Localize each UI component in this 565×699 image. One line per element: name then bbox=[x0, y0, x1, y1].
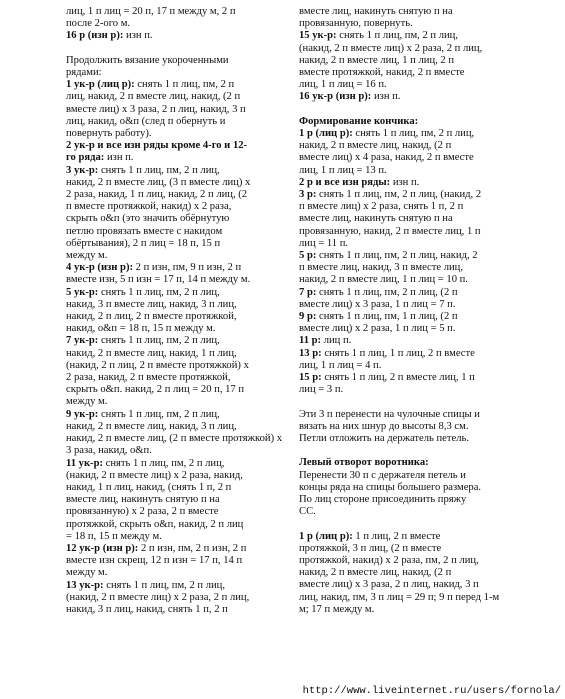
instruction-row bbox=[299, 91, 535, 103]
text-line: накид, 2 п лиц, 2 п вместе протяжкой, bbox=[66, 311, 237, 323]
instruction-row bbox=[66, 262, 288, 286]
text-line: накид, 3 п вместе лиц, накид, 3 п лиц, bbox=[66, 298, 237, 310]
text-line: концы ряда на спицы большего размера. bbox=[299, 481, 482, 493]
text-line: 3 раза, накид, о&п. bbox=[66, 445, 152, 457]
text-line: го ряда: изн п. bbox=[66, 152, 134, 164]
text-line: петлю провязать вместе с накидом bbox=[66, 225, 223, 237]
instruction-row bbox=[299, 128, 535, 177]
text-line: вместе лиц) x 2 раза, 1 п лиц = 5 п. bbox=[299, 323, 456, 335]
text-line: вместе лиц) x 4 раза, накид, 2 п вместе bbox=[299, 152, 474, 164]
instruction-row bbox=[299, 30, 535, 91]
text-line: = 18 п, 15 п между м. bbox=[66, 530, 162, 542]
text-line: 1 р (лиц р): снять 1 п лиц, пм, 2 п лиц, bbox=[299, 128, 475, 140]
instruction-row bbox=[66, 140, 288, 164]
text-line: вместе лиц) x 3 раза, 2 п лиц, накид, 3 п bbox=[299, 579, 479, 591]
text-line: между м. bbox=[66, 396, 108, 408]
text-line: (накид, 2 п лиц, 2 п вместе протяжкой) x bbox=[66, 359, 249, 371]
text-line: Эти 3 п перенести на чулочные спицы и bbox=[299, 408, 480, 420]
text-line: 5 р: снять 1 п лиц, пм, 2 п лиц, накид, 2 bbox=[299, 250, 478, 262]
text-line: лиц, 1 п лиц = 20 п, 17 п между м, 2 п bbox=[66, 6, 236, 17]
section-heading bbox=[299, 457, 535, 469]
text-line: 7 р: снять 1 п лиц, пм, 2 п лиц, (2 п bbox=[299, 286, 458, 298]
left-column bbox=[66, 6, 288, 616]
paragraph bbox=[299, 409, 535, 446]
paragraph-gap bbox=[66, 43, 288, 55]
instruction-row bbox=[299, 348, 535, 372]
text-line: провязанную) x 2 раза, 2 п вместе bbox=[66, 506, 219, 518]
instruction-row bbox=[66, 30, 288, 42]
text-line: вязать на них шнур до высоты 8,3 см. bbox=[299, 420, 469, 432]
text-line: 11 р: лиц п. bbox=[299, 335, 352, 347]
text-line: лиц = 11 п. bbox=[299, 237, 349, 249]
text-line: вместе лиц, накинуть снятую п на bbox=[66, 494, 220, 506]
text-line: накид, 1 п лиц, накид, (снять 1 п, 2 п bbox=[66, 481, 232, 493]
text-line: 1 р (лиц р): 1 п лиц, 2 п вместе bbox=[299, 530, 441, 542]
instruction-row bbox=[299, 335, 535, 347]
text-line: (накид, 2 п вместе лиц) x 2 раза, 2 п лиц, bbox=[66, 591, 250, 603]
text-line: лиц, накид, 2 п вместе лиц, накид, (2 п bbox=[66, 91, 241, 103]
instruction-row bbox=[299, 372, 535, 396]
text-line: 3 р: снять 1 п лиц, пм, 2 п лиц, (накид, 2 bbox=[299, 189, 482, 201]
text-line: Продолжить вязание укороченными bbox=[66, 54, 229, 66]
text-line: лиц, накид, о&п (след п обернуть и bbox=[66, 115, 226, 127]
text-line: Левый отворот воротника: bbox=[299, 457, 429, 469]
text-line: 3 ук-р: снять 1 п лиц, пм, 2 п лиц, bbox=[66, 164, 220, 176]
text-line: 13 р: снять 1 п лиц, 1 п лиц, 2 п вместе bbox=[299, 347, 475, 359]
instruction-row bbox=[299, 287, 535, 311]
text-line: лиц, 1 п лиц = 4 п. bbox=[299, 359, 382, 371]
text-line: накид, 3 п лиц, накид, снять 1 п, 2 п bbox=[66, 603, 228, 615]
text-line: 2 ук-р и все изн ряды кроме 4-го и 12- bbox=[66, 140, 248, 152]
text-line: протяжкой, накид) x 2 раза, пм, 2 п лиц, bbox=[299, 555, 479, 567]
paragraph bbox=[66, 55, 288, 79]
text-line: накид, 2 п вместе лиц, накид, 1 п лиц, bbox=[66, 347, 237, 359]
text-line: 15 р: снять 1 п лиц, 2 п вместе лиц, 1 п bbox=[299, 372, 475, 384]
instruction-row bbox=[299, 177, 535, 189]
text-line: Перенести 30 п с держателя петель и bbox=[299, 469, 466, 481]
instruction-row bbox=[66, 335, 288, 408]
section-heading bbox=[299, 116, 535, 128]
text-line: накид, 2 п вместе лиц, 1 п лиц = 10 п. bbox=[299, 274, 468, 286]
text-line: 2 раза, накид, 1 п лиц, накид, 2 п лиц, (2 bbox=[66, 189, 248, 201]
text-line: п вместе лиц) x 2 раза, снять 1 п, 2 п bbox=[299, 201, 464, 213]
text-line: 5 ук-р: снять 1 п лиц, пм, 2 п лиц, bbox=[66, 286, 220, 298]
text-line: накид, 2 п вместе лиц, (2 п вместе протяжкой) x bbox=[66, 433, 283, 445]
text-line: вместе изн скрещ, 12 п изн = 17 п, 14 п bbox=[66, 555, 243, 567]
text-line: провязанную, накид, 2 п вместе лиц, 1 п bbox=[299, 225, 481, 237]
right-column bbox=[299, 6, 535, 616]
instruction-row bbox=[66, 580, 288, 617]
text-line: вместе изн, 5 п изн = 17 п, 14 п между м. bbox=[66, 274, 251, 286]
text-line: м; 17 п между м. bbox=[299, 603, 375, 615]
text-line: скрыть о&п (это значить обёрнутую bbox=[66, 213, 230, 225]
text-line: рядами: bbox=[66, 67, 102, 78]
paragraph-gap bbox=[299, 104, 535, 116]
paragraph-gap bbox=[299, 518, 535, 530]
text-line: По лиц стороне присоединить пряжу bbox=[299, 494, 467, 506]
text-line: накид, 2 п вместе лиц, накид, 3 п лиц, bbox=[66, 420, 237, 432]
paragraph bbox=[299, 470, 535, 519]
instruction-row bbox=[66, 79, 288, 140]
text-line: 13 ук-р: снять 1 п лиц, пм, 2 п лиц, bbox=[66, 579, 225, 591]
text-line: лиц = 3 п. bbox=[299, 384, 344, 396]
text-line: п вместе лиц, накид, 3 п вместе лиц, bbox=[299, 262, 463, 274]
text-line: 9 р: снять 1 п лиц, пм, 1 п лиц, (2 п bbox=[299, 311, 458, 323]
text-line: накид, 2 п вместе лиц, накид, (2 п bbox=[299, 567, 452, 579]
text-line: скрыть о&п. накид, 2 п лиц = 20 п, 17 п bbox=[66, 384, 245, 396]
instruction-row bbox=[299, 189, 535, 250]
instruction-row bbox=[66, 458, 288, 543]
text-line: протяжкой, 3 п лиц, (2 п вместе bbox=[299, 542, 442, 554]
text-line: 2 раза, накид, 2 п вместе протяжкой, bbox=[66, 372, 231, 384]
instruction-row bbox=[66, 543, 288, 580]
text-line: 16 ук-р (изн р): изн п. bbox=[299, 91, 401, 103]
text-line: протяжкой, скрыть о&п, накид, 2 п лиц bbox=[66, 518, 244, 530]
text-line: после 2-ого м. bbox=[66, 18, 131, 30]
paragraph bbox=[299, 6, 535, 30]
instruction-row bbox=[66, 409, 288, 458]
paragraph bbox=[66, 6, 288, 30]
instruction-row bbox=[66, 165, 288, 263]
text-line: накид, о&п = 18 п, 15 п между м. bbox=[66, 323, 216, 335]
text-line: 11 ук-р: снять 1 п лиц, пм, 2 п лиц, bbox=[66, 457, 225, 469]
text-line: вместе лиц, накинуть снятую п на bbox=[299, 6, 453, 17]
text-line: вместе лиц, накинуть снятую п на bbox=[299, 213, 453, 225]
text-line: п вместе протяжкой, накид) x 2 раза, bbox=[66, 201, 232, 213]
text-line: Формирование кончика: bbox=[299, 115, 419, 127]
instruction-row bbox=[66, 287, 288, 336]
text-line: 7 ук-р: снять 1 п лиц, пм, 2 п лиц, bbox=[66, 335, 220, 347]
text-line: лиц, 1 п лиц = 16 п. bbox=[299, 79, 387, 91]
text-line: вместе лиц) x 3 раза, 1 п лиц = 7 п. bbox=[299, 298, 456, 310]
text-line: повернуть работу). bbox=[66, 128, 152, 140]
text-line: между м. bbox=[66, 567, 108, 579]
text-line: вместе лиц) x 3 раза, 2 п лиц, накид, 3 п bbox=[66, 103, 246, 115]
text-line: накид, 2 п вместе лиц, накид, (2 п bbox=[299, 140, 452, 152]
text-line: провязанную, повернуть. bbox=[299, 18, 413, 30]
text-line: (накид, 2 п вместе лиц) x 2 раза, накид, bbox=[66, 469, 243, 481]
text-line: накид, 2 п вместе лиц, 1 п лиц, 2 п bbox=[299, 54, 455, 66]
text-line: Петли отложить на держатель петель. bbox=[299, 433, 469, 445]
text-line: 15 ук-р: снять 1 п лиц, пм, 2 п лиц, bbox=[299, 30, 458, 42]
text-line: 16 р (изн р): изн п. bbox=[66, 30, 153, 42]
text-line: накид, 2 п вместе лиц, (3 п вместе лиц) x bbox=[66, 176, 251, 188]
text-line: 4 ук-р (изн р): 2 п изн, пм, 9 п изн, 2 п bbox=[66, 262, 242, 274]
text-line: вместе протяжкой, накид, 2 п вместе bbox=[299, 67, 465, 79]
paragraph-gap bbox=[299, 396, 535, 408]
text-line: лиц, 1 п лиц = 13 п. bbox=[299, 164, 387, 176]
text-line: 9 ук-р: снять 1 п лиц, пм, 2 п лиц, bbox=[66, 408, 220, 420]
paragraph-gap bbox=[299, 445, 535, 457]
text-line: 1 ук-р (лиц р): снять 1 п лиц, пм, 2 п bbox=[66, 79, 235, 91]
text-line: между м. bbox=[66, 250, 108, 262]
text-line: СС. bbox=[299, 506, 316, 518]
text-line: обёртывания), 2 п лиц = 18 п, 15 п bbox=[66, 237, 221, 249]
text-line: 12 ук-р (изн р): 2 п изн, пм, 2 п изн, 2 п bbox=[66, 542, 247, 554]
instruction-row bbox=[299, 311, 535, 335]
text-line: (накид, 2 п вместе лиц) x 2 раза, 2 п лиц, bbox=[299, 42, 483, 54]
instruction-row bbox=[299, 531, 535, 616]
text-line: лиц, накид, пм, 3 п лиц = 29 п; 9 п перед 1-м bbox=[299, 591, 500, 603]
watermark-url: http://www.liveinternet.ru/users/fornola/ bbox=[302, 685, 561, 697]
text-line: 2 р и все изн ряды: изн п. bbox=[299, 176, 420, 188]
instruction-row bbox=[299, 250, 535, 287]
